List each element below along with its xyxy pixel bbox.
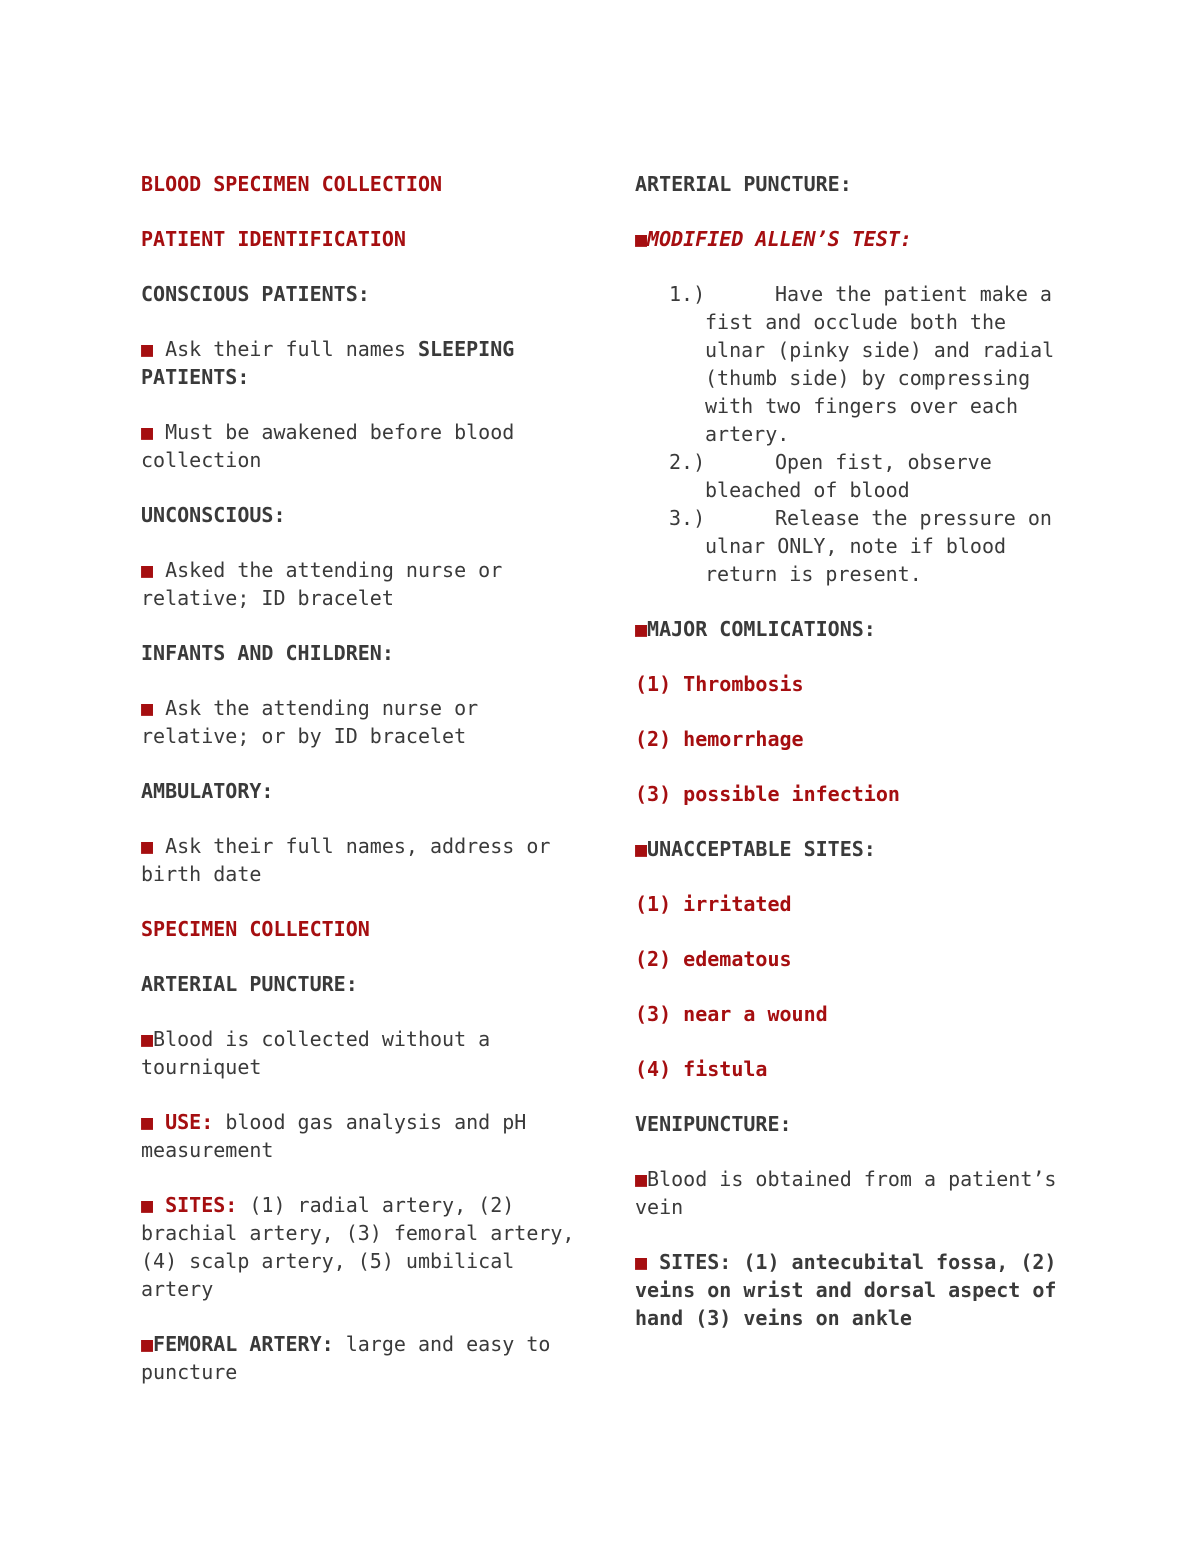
step-number: 2.): [669, 450, 706, 474]
list-item: [635, 280, 1075, 448]
item-number: (1): [635, 672, 672, 696]
use-text: blood gas analysis and pH measurement: [141, 1110, 527, 1162]
bullet-sleeping: [141, 418, 581, 474]
sites-text: (1) radial artery, (2) brachial artery, (3) femoral artery, (4) scalp artery, (5) umbilical artery: [141, 1193, 575, 1301]
section-heading-patient-identification: PATIENT IDENTIFICATION: [141, 227, 406, 251]
bullet-veni-sites: [635, 1248, 1075, 1332]
bullet-conscious: [141, 335, 581, 391]
item-number: (3): [635, 782, 672, 806]
heading-infants-children: INFANTS AND CHILDREN:: [141, 641, 394, 665]
square-bullet-icon: ■: [141, 1332, 154, 1356]
item-text: hemorrhage: [683, 727, 804, 751]
heading-arterial-puncture: ARTERIAL PUNCTURE:: [141, 972, 358, 996]
item-text: edematous: [683, 947, 792, 971]
bullet-sites: [141, 1191, 581, 1303]
heading-venipuncture: VENIPUNCTURE:: [635, 1112, 792, 1136]
bullet-text: Ask their full names: [165, 337, 406, 361]
bullet-text: Ask their full names, address or birth date: [141, 834, 551, 886]
bullet-text: Asked the attending nurse or relative; ID bracelet: [141, 558, 503, 610]
item-number: (1): [635, 892, 672, 916]
square-bullet-icon: ■: [635, 617, 648, 641]
list-item: [635, 504, 1075, 588]
square-bullet-icon: ■: [141, 1110, 154, 1134]
square-bullet-icon: ■: [141, 1027, 154, 1051]
list-item: [635, 725, 1075, 753]
use-label: USE:: [165, 1110, 214, 1134]
list-item: [635, 1000, 1075, 1028]
bullet-ambulatory: [141, 832, 581, 888]
bullet-without-tourniquet: [141, 1025, 581, 1081]
list-item: [635, 945, 1075, 973]
square-bullet-icon: ■: [635, 837, 648, 861]
list-item: [635, 780, 1075, 808]
bullet-femoral-artery: [141, 1330, 581, 1386]
item-number: (2): [635, 947, 672, 971]
square-bullet-icon: ■: [141, 558, 154, 582]
square-bullet-icon: ■: [141, 696, 154, 720]
bullet-infants: [141, 694, 581, 750]
bullet-text: Must be awakened before blood collection: [141, 420, 515, 472]
allen-heading-text: MODIFIED ALLEN’S TEST:: [647, 227, 912, 251]
list-item: [635, 1055, 1075, 1083]
square-bullet-icon: ■: [635, 227, 648, 251]
step-text: Have the patient make a fist and occlude both the ulnar (pinky side) and radial (thumb side) by compressing with two fingers over each artery.: [705, 282, 1055, 446]
heading-major-complications: [635, 615, 1075, 643]
heading-conscious-patients: CONSCIOUS PATIENTS:: [141, 282, 370, 306]
bullet-text: SITES: (1) antecubital fossa, (2) veins on wrist and dorsal aspect of hand (3) veins on ankle: [635, 1250, 1057, 1330]
bullet-venipuncture: [635, 1165, 1075, 1221]
left-column: [141, 170, 581, 1413]
step-text: Release the pressure on ulnar ONLY, note if blood return is present.: [705, 506, 1052, 586]
allens-test-steps: [635, 280, 1075, 588]
square-bullet-icon: ■: [635, 1250, 648, 1274]
heading-arterial-puncture-right: ARTERIAL PUNCTURE:: [635, 172, 852, 196]
heading-sleeping-patients: SLEEPING PATIENTS:: [141, 337, 515, 389]
bullet-text: Blood is obtained from a patient’s vein: [635, 1167, 1057, 1219]
item-text: Thrombosis: [683, 672, 804, 696]
square-bullet-icon: ■: [141, 420, 154, 444]
heading-modified-allens-test: [635, 225, 1075, 253]
step-number: 3.): [669, 506, 706, 530]
item-text: fistula: [683, 1057, 768, 1081]
step-text: Open fist, observe bleached of blood: [705, 450, 992, 502]
square-bullet-icon: ■: [635, 1167, 648, 1191]
list-item: [635, 890, 1075, 918]
bullet-use: [141, 1108, 581, 1164]
bullet-unconscious: [141, 556, 581, 612]
item-text: near a wound: [683, 1002, 828, 1026]
square-bullet-icon: ■: [141, 834, 154, 858]
step-number: 1.): [669, 282, 706, 306]
unacceptable-heading-text: UNACCEPTABLE SITES:: [647, 837, 876, 861]
complications-heading-text: MAJOR COMLICATIONS:: [647, 617, 876, 641]
heading-unacceptable-sites: [635, 835, 1075, 863]
section-heading-specimen-collection: SPECIMEN COLLECTION: [141, 917, 370, 941]
femoral-text: large and easy to puncture: [141, 1332, 551, 1384]
item-number: (2): [635, 727, 672, 751]
square-bullet-icon: ■: [141, 1193, 154, 1217]
item-number: (3): [635, 1002, 672, 1026]
list-item: [635, 670, 1075, 698]
bullet-text: Blood is collected without a tourniquet: [141, 1027, 491, 1079]
item-text: possible infection: [683, 782, 900, 806]
square-bullet-icon: ■: [141, 337, 154, 361]
item-text: irritated: [683, 892, 792, 916]
list-item: [635, 448, 1075, 504]
heading-unconscious: UNCONSCIOUS:: [141, 503, 286, 527]
document-title: BLOOD SPECIMEN COLLECTION: [141, 172, 443, 196]
bullet-text: Ask the attending nurse or relative; or by ID bracelet: [141, 696, 479, 748]
femoral-label: FEMORAL ARTERY:: [153, 1332, 334, 1356]
right-column: [635, 170, 1075, 1359]
sites-label: SITES:: [165, 1193, 238, 1217]
item-number: (4): [635, 1057, 672, 1081]
heading-ambulatory: AMBULATORY:: [141, 779, 274, 803]
